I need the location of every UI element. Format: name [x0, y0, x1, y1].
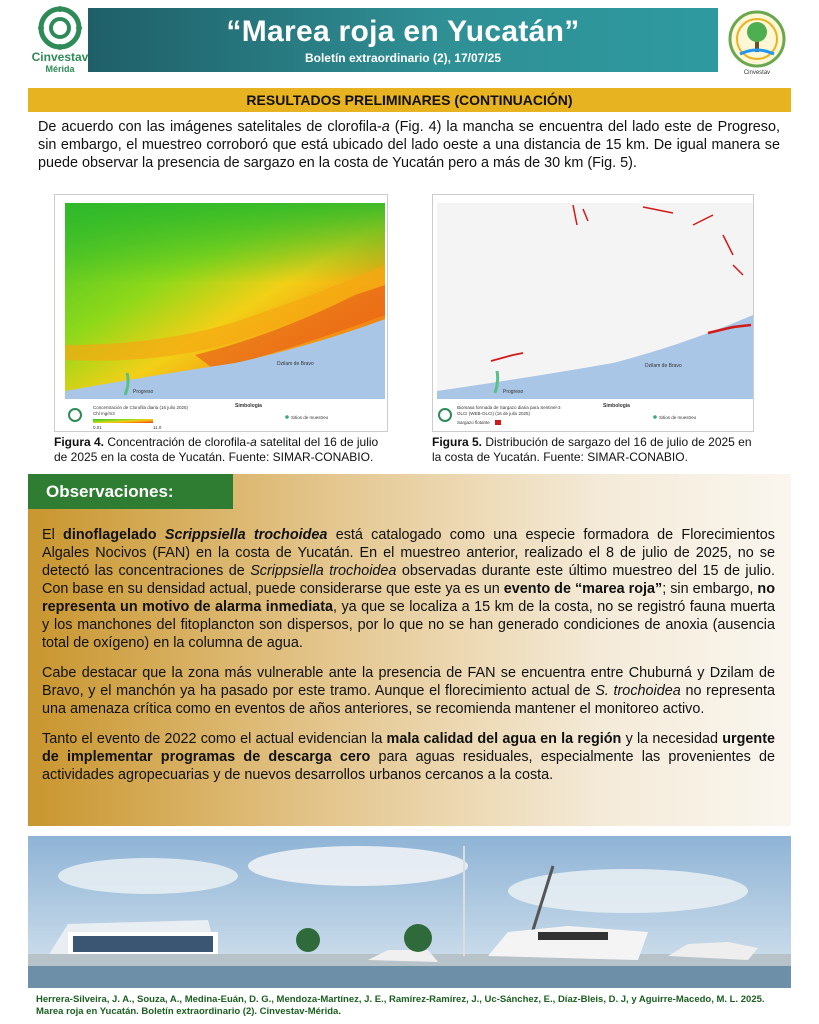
text-run: para aguas residuales, especialmente las provenientes de actividades agropecuarias y de nuevos desarrollos urbanos cercanos a la costa. — [42, 749, 775, 783]
figure-5 — [432, 194, 762, 465]
observations-text — [42, 526, 775, 796]
text-run: urgente de implementar programas de descarga cero — [42, 731, 775, 765]
legend-sites: Sitios de muestreo — [291, 415, 329, 420]
cinvestav-logo — [22, 6, 98, 88]
text-run: no representa una amenaza crítica como en eventos de años anteriores, se recomienda mantener el monitoreo activo. — [42, 683, 775, 717]
figure-4 — [54, 194, 388, 465]
lab-logo-caption: Cinvestav — [743, 70, 771, 76]
institution-city: Mérida — [45, 64, 75, 74]
legend-min: 0.01 — [93, 425, 102, 430]
text-run: Scrippsiella trochoidea — [164, 527, 328, 543]
legend-title: Concentración de Clorofila diaria (16 julio 2025) — [93, 405, 189, 410]
text-run: mala calidad del agua en la región — [386, 731, 622, 747]
text-run: Cabe destacar que la zona más vulnerable ante la presencia de FAN se encuentra entre Chuburná y Dzilam de Bravo, y el manchón ya ha pasado por este tramo. Aunque el florecimiento actual de — [42, 665, 775, 699]
text-run: Tanto el evento de 2022 como el actual evidencian la — [42, 731, 387, 747]
marina-photo-graphic — [28, 836, 791, 988]
text-run: dinoflagelado — [63, 527, 165, 543]
legend-subtitle: OLCI (WEB-OLCI) (16 de julio 2025) — [457, 411, 531, 416]
observations-title: Observaciones: — [28, 474, 233, 509]
legend-simbologia: Simbología — [603, 403, 630, 409]
legend-item: Sargazo flotante — [457, 420, 490, 425]
figure-4-caption-a: Concentración de clorofila- — [104, 435, 251, 449]
text-run: Scrippsiella trochoidea — [250, 563, 397, 579]
place-dzilam: Dzilam de Bravo — [645, 363, 682, 369]
legend-simbologia: Simbología — [235, 403, 262, 409]
chlorophyll-map-graphic — [55, 195, 388, 432]
legend-unit: Chl mg/m3 — [93, 411, 115, 416]
legend-sites: Sitios de muestreo — [659, 415, 697, 420]
intro-text-2: (Fig. 4) la mancha se encuentra del lado este de Progreso, sin embargo, el muestreo corroboró que está ubicado del lado oeste a una distancia de 15 km. De igual manera se puede observar la presencia de sargazo en la costa de Yucatán pero a más de 30 km (Fig. 5). — [38, 119, 780, 171]
figure-4-label: Figura 4. — [54, 435, 105, 449]
cinvestav-emblem-icon — [38, 6, 82, 50]
place-progreso: Progreso — [503, 389, 524, 395]
figure-4-caption-b: satelital del 16 de julio de 2025 en la costa de Yucatán. Fuente: SIMAR-CONABIO. — [54, 435, 379, 464]
intro-paragraph — [38, 118, 780, 172]
lab-emblem-icon — [728, 10, 786, 68]
legend-max: 11.0 — [153, 425, 162, 430]
chlorophyll-map — [54, 194, 388, 432]
text-run: evento de “marea roja” — [503, 581, 663, 597]
bulletin-subtitle: Boletín extraordinario (2), 17/07/25 — [304, 51, 502, 65]
place-progreso: Progreso — [133, 389, 154, 395]
place-dzilam: Dzilam de Bravo — [277, 361, 314, 367]
sargassum-map — [432, 194, 754, 432]
text-run: , ya que se localiza a 15 km de la costa, no se registró fauna muerta y los manchones del fitoplancton son dispersos, por lo que no se han generado condiciones de anoxia (ausencia total de oxígeno) en la columna de agua. — [42, 599, 775, 651]
figure-5-caption-text: Distribución de sargazo del 16 de julio de 2025 en la costa de Yucatán. Fuente: SIMAR-CONABIO. — [432, 435, 752, 464]
institution-name: Cinvestav — [31, 50, 89, 64]
section-title: RESULTADOS PRELIMINARES (CONTINUACIÓN) — [28, 88, 791, 112]
observations-paragraph-1 — [42, 526, 775, 652]
figure-4-caption — [54, 435, 388, 465]
lab-logo — [728, 10, 786, 76]
intro-text-1: De acuerdo con las imágenes satelitales de clorofila- — [38, 119, 382, 135]
intro-italic: a — [381, 119, 390, 135]
text-run: y la necesidad — [621, 731, 723, 747]
text-run: S. trochoidea — [595, 683, 681, 699]
observations-paragraph-2 — [42, 664, 775, 718]
text-run: El — [42, 527, 64, 543]
text-run: no representa un motivo de alarma inmediata — [42, 581, 775, 615]
marina-photo — [28, 836, 791, 988]
observations-paragraph-3 — [42, 730, 775, 784]
sargassum-map-graphic — [433, 195, 754, 432]
bulletin-title: “Marea roja en Yucatán” — [226, 15, 580, 48]
figure-4-caption-italic: a — [250, 435, 257, 449]
header-banner — [88, 8, 718, 72]
figure-5-label: Figura 5. — [432, 435, 483, 449]
text-run: está catalogado como una especie formadora de Florecimientos Algales Nocivos (FAN) en la costa de Yucatán. En el muestreo anterior, realizado el 8 de julio de 2025, no se detectó las concentraciones de — [42, 527, 776, 579]
citation: Herrera-Silveira, J. A., Souza, A., Medina-Euán, D. G., Mendoza-Martínez, J. E., Ramírez-Ramírez, J., Uc-Sánchez, E., Díaz-Bleis, D. J, y Aguirre-Macedo, M. L. 2025. Marea roja en Yucatán. Boletín extraordinario (2). Cinvestav-Mérida. — [36, 994, 765, 1017]
legend-title: Biomasa formada de Sargazo diaria para Sentinel-3 — [457, 405, 561, 410]
figure-5-caption — [432, 435, 762, 465]
text-run: ; sin embargo, — [662, 581, 758, 597]
text-run: observadas durante este último muestreo del 15 de julio. Con base en su densidad actual, puede considerarse que este ya es un — [42, 563, 775, 597]
